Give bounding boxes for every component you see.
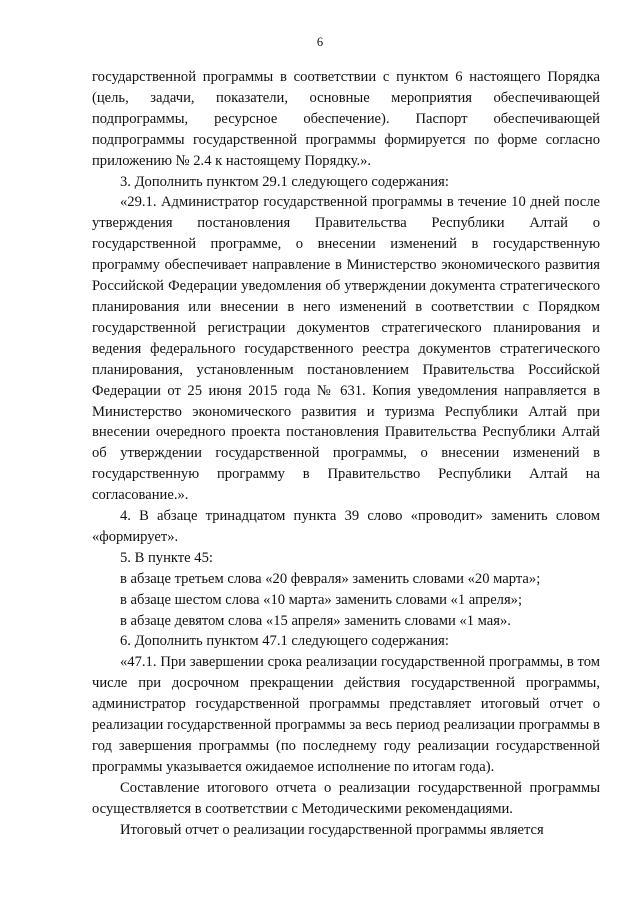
paragraph-item-3: 3. Дополнить пунктом 29.1 следующего содержания: [120,173,449,190]
page-number: 6 [316,35,324,49]
paragraph-clause-47-1: «47.1. При завершении срока реализации государственной программы, в том числе при досрочном прекращении действия государственной программы, администратор государственной программы представляет итоговый отчет о реализации государственной программы за весь период реализации программы в год завершения программы (по последнему году реализации государственной программы указывается ожидаемое исполнение по итогам года). [92,654,600,775]
paragraph-item-5-amendment-3: в абзаце девятом слова «15 апреля» заменить словами «1 мая». [120,612,511,629]
paragraph-item-4: 4. В абзаце тринадцатом пункта 39 слово «проводит» заменить словом «формирует». [92,508,600,545]
paragraph-clause-29-1: «29.1. Администратор государственной программы в течение 10 дней после утверждения постановления Правительства Республики Алтай о государственной программе, о внесении изменений в государственную программу обеспечивает направление в Министерство экономического развития Российской Федерации уведомления об утверждении документа стратегического планирования или внесении в него изменений в соответствии с Порядком государственной регистрации документов стратегического планирования и ведения федерального государственного реестра документов стратегического планирования, установленным постановлением Правительства Российской Федерации от 25 июня 2015 года № 631. Копия уведомления направляется в Министерство экономического развития и туризма Республики Алтай при внесении очередного проекта постановления Правительства Республики Алтай об утверждении государственной программы, о внесении изменений в государственную программу в Правительство Республики Алтай на согласование.». [92,194,600,504]
paragraph-final-report-continued: Итоговый отчет о реализации государственной программы является [120,821,544,838]
document-body [92,67,600,841]
paragraph-item-6: 6. Дополнить пунктом 47.1 следующего содержания: [120,633,449,650]
paragraph-passport-continuation: государственной программы в соответствии с пунктом 6 настоящего Порядка (цель, задачи, показатели, основные мероприятия обеспечивающей подпрограммы, ресурсное обеспечение). Паспорт обеспечивающей подпрограммы государственной программы формируется по форме согласно приложению № 2.4 к настоящему Порядку.». [92,69,600,169]
paragraph-item-5: 5. В пункте 45: [120,549,213,566]
paragraph-final-report-compilation: Составление итогового отчета о реализации государственной программы осуществляется в соответствии с Методическими рекомендациями. [92,779,600,817]
paragraph-item-5-amendment-1: в абзаце третьем слова «20 февраля» заменить словами «20 марта»; [120,570,541,587]
paragraph-item-5-amendment-2: в абзаце шестом слова «10 марта» заменить словами «1 апреля»; [120,591,523,608]
